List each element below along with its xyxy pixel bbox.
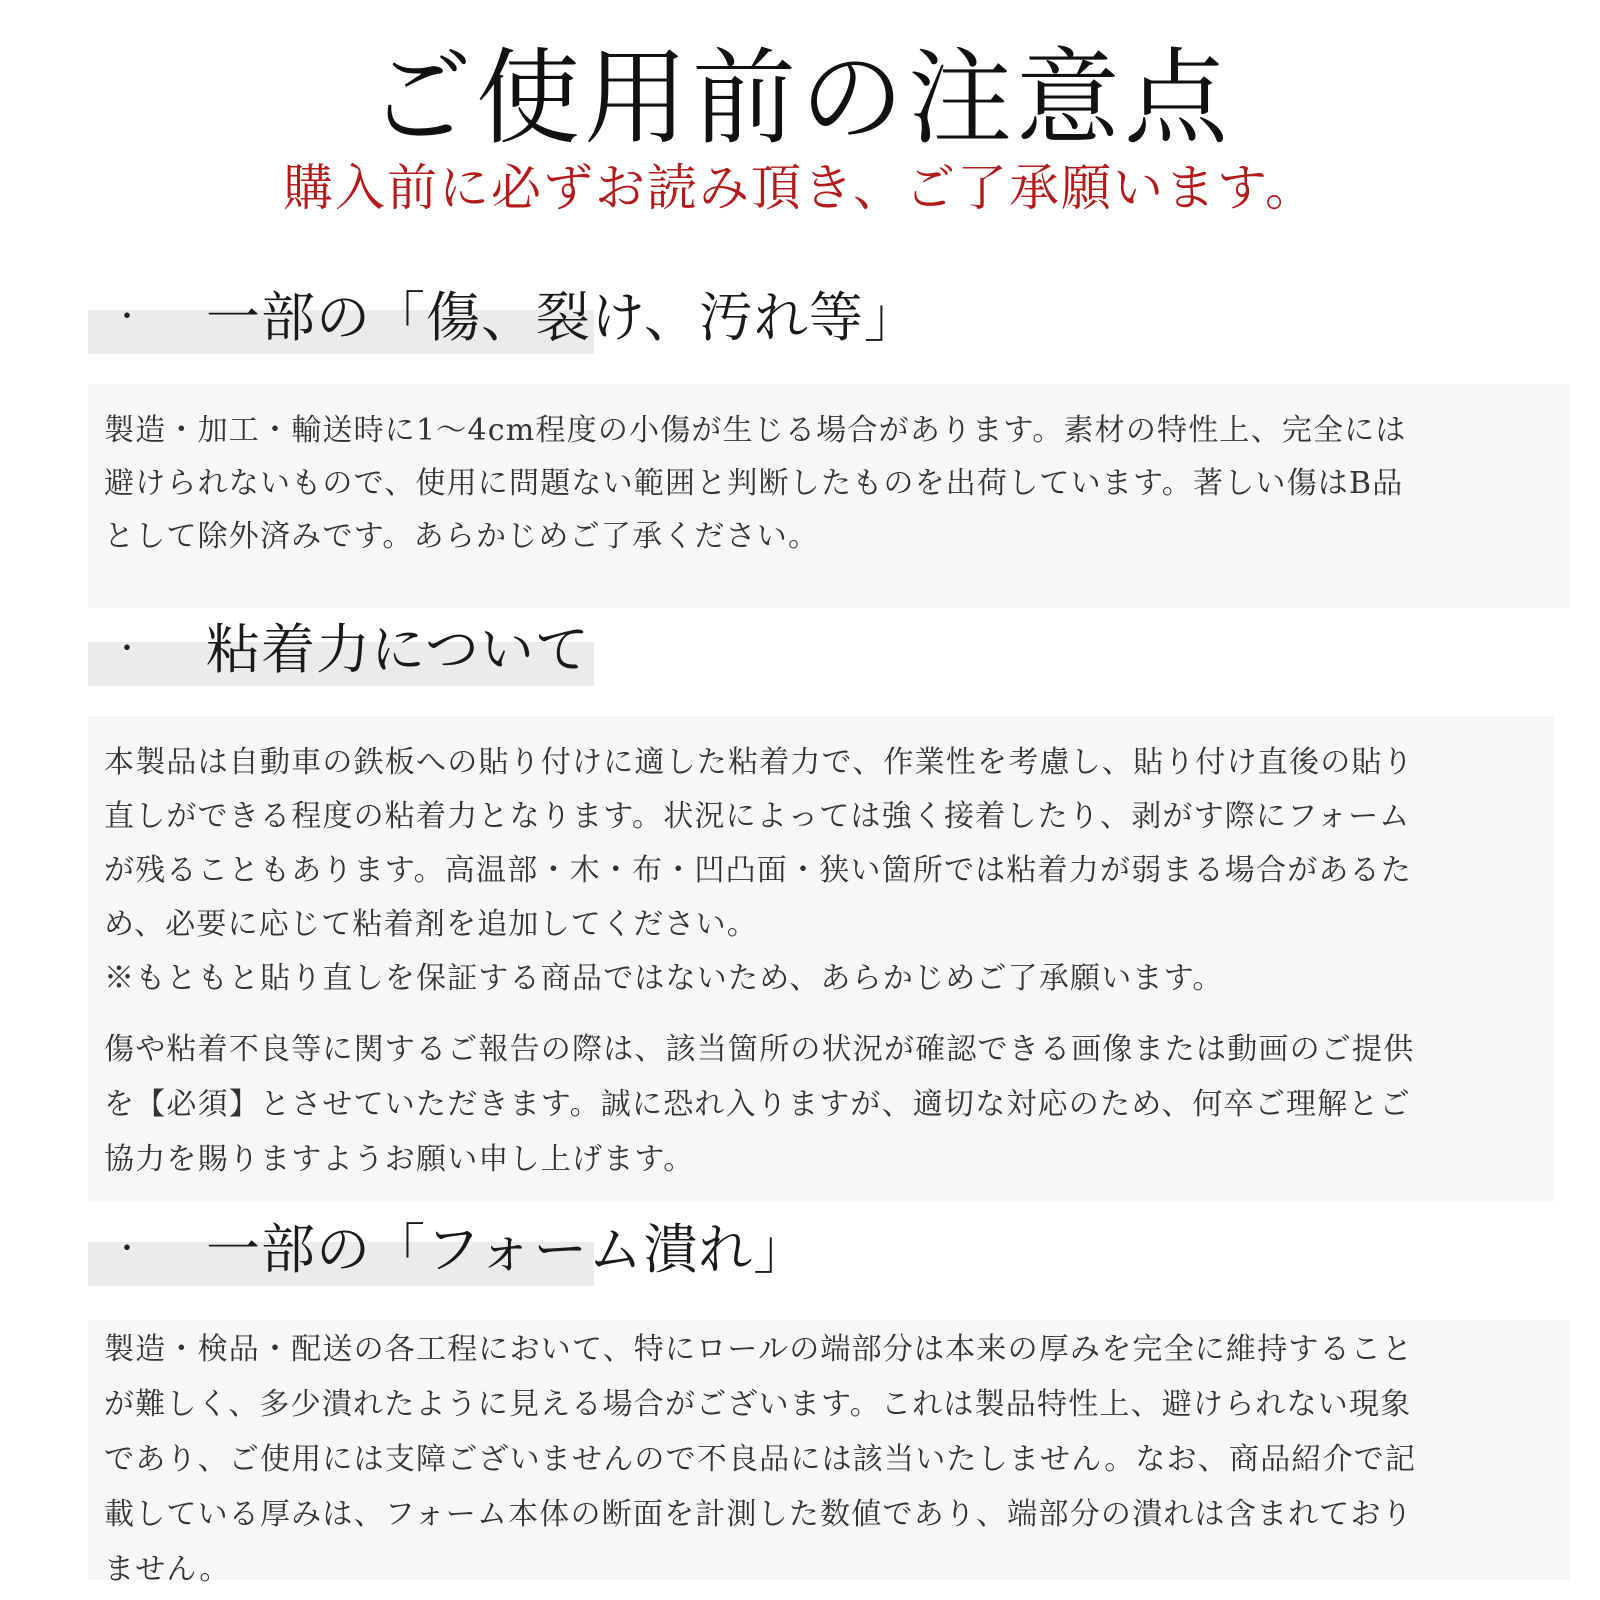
- section-body-damage: [88, 384, 1570, 608]
- body-paragraph: 製造・検品・配送の各工程において、特にロールの端部分は本来の厚みを完全に維持すること が難しく、多少潰れたように見える場合がございます。これは製品特性上、避けられない現象 であり、ご使用には支障ございませんので不良品には該当いたしません。なお、商品紹介で記 載している厚みは、フォーム本体の断面を計測した数値であり、端部分の潰れは含まれており ません。: [104, 1332, 1417, 1587]
- section-body-adhesion: [88, 716, 1554, 1202]
- bullet-dot: ・: [112, 1232, 142, 1267]
- section-heading-text: 一部の「傷、裂け、汚れ等」: [206, 286, 919, 349]
- page-title: ご使用前の注意点: [367, 37, 1232, 159]
- body-paragraph: 傷や粘着不良等に関するご報告の際は、該当箇所の状況が確認できる画像または動画のご提供 を【必須】とさせていただきます。誠に恐れ入りますが、適切な対応のため、何卒ご理解とご 協力を賜りますようお願い申し上げます。: [104, 1032, 1415, 1177]
- page-subtitle: 購入前に必ずお読み頂き、ご了承願います。: [283, 159, 1317, 217]
- body-paragraph: 本製品は自動車の鉄板への貼り付けに適した粘着力で、作業性を考慮し、貼り付け直後の貼り 直しができる程度の粘着力となります。状況によっては強く接着したり、剥がす際にフォーム が残ることもあります。高温部・木・布・凹凸面・狭い箇所では粘着力が弱まる場合があるた め、必要に応じて粘着剤を追加してください。 ※もともと貼り直しを保証する商品ではないため、あらかじめご了承願います。: [104, 745, 1414, 996]
- section-body-foam: [88, 1320, 1570, 1587]
- section-heading-text: 一部の「フォーム潰れ」: [206, 1218, 809, 1281]
- body-paragraph: 製造・加工・輸送時に1〜4cm程度の小傷が生じる場合があります。素材の特性上、完全には 避けられないもので、使用に問題ない範囲と判断したものを出荷しています。著しい傷はB品 として除外済みです。あらかじめご了承ください。: [104, 413, 1407, 554]
- bullet-dot: ・: [112, 632, 142, 667]
- section-heading-text: 粘着力について: [206, 618, 590, 681]
- bullet-dot: ・: [112, 300, 142, 335]
